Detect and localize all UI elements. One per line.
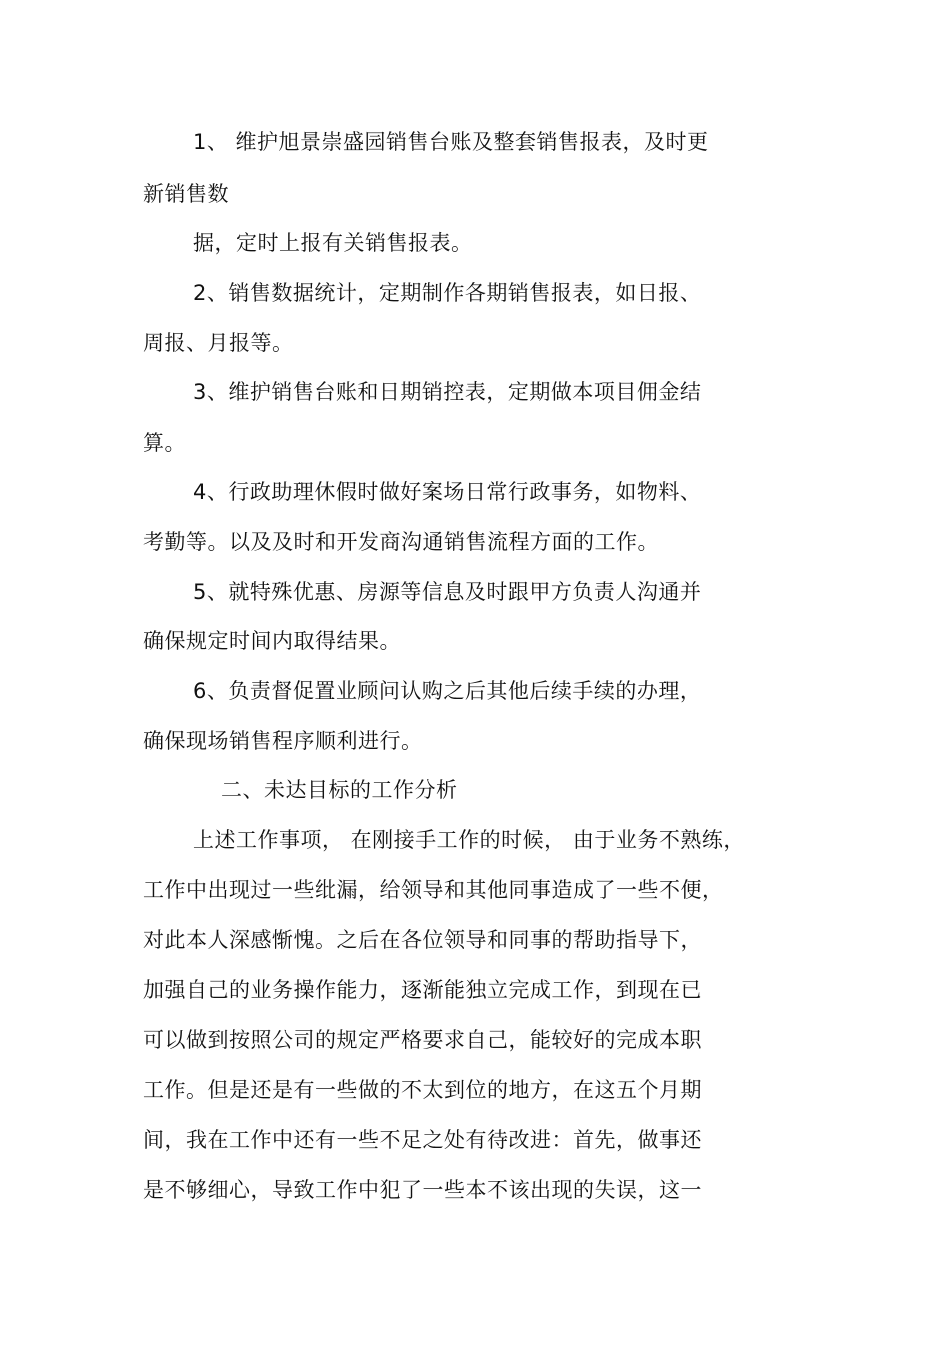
paragraph-line-3: 对此本人深感惭愧。之后在各位领导和同事的帮助指导下，: [143, 928, 702, 952]
paragraph-line-2: 工作中出现过一些纰漏，给领导和其他同事造成了一些不便，: [143, 878, 724, 902]
item-3-line-2: 算。: [143, 431, 186, 455]
item-5-line-2: 确保规定时间内取得结果。: [143, 629, 401, 653]
paragraph-line-1: 上述工作事项， 在刚接手工作的时候， 由于业务不熟练，: [193, 828, 745, 852]
paragraph-line-8: 是不够细心，导致工作中犯了一些本不该出现的失误，这一: [143, 1178, 702, 1202]
section-heading: 二、未达目标的工作分析: [221, 778, 458, 802]
paragraph-line-6: 工作。但是还是有一些做的不太到位的地方，在这五个月期: [143, 1078, 702, 1102]
item-5-line-1: 5、就特殊优惠、房源等信息及时跟甲方负责人沟通并: [193, 580, 702, 604]
paragraph-line-5: 可以做到按照公司的规定严格要求自己，能较好的完成本职: [143, 1028, 702, 1052]
item-2-line-1: 2、销售数据统计，定期制作各期销售报表，如日报、: [193, 281, 702, 305]
item-6-line-2: 确保现场销售程序顺利进行。: [143, 729, 423, 753]
item-3-line-1: 3、维护销售台账和日期销控表，定期做本项目佣金结: [193, 380, 702, 404]
item-4-line-2: 考勤等。以及及时和开发商沟通销售流程方面的工作。: [143, 530, 659, 554]
item-1-line-1: 1、 维护旭景崇盛园销售台账及整套销售报表，及时更: [193, 130, 709, 154]
item-1-line-2: 新销售数: [143, 182, 229, 206]
paragraph-line-4: 加强自己的业务操作能力，逐渐能独立完成工作，到现在已: [143, 978, 702, 1002]
item-2-line-2: 周报、月报等。: [143, 331, 294, 355]
item-6-line-1: 6、负责督促置业顾问认购之后其他后续手续的办理，: [193, 679, 702, 703]
item-1-line-3: 据，定时上报有关销售报表。: [193, 231, 473, 255]
paragraph-line-7: 间，我在工作中还有一些不足之处有待改进：首先，做事还: [143, 1128, 702, 1152]
item-4-line-1: 4、行政助理休假时做好案场日常行政事务，如物料、: [193, 480, 702, 504]
